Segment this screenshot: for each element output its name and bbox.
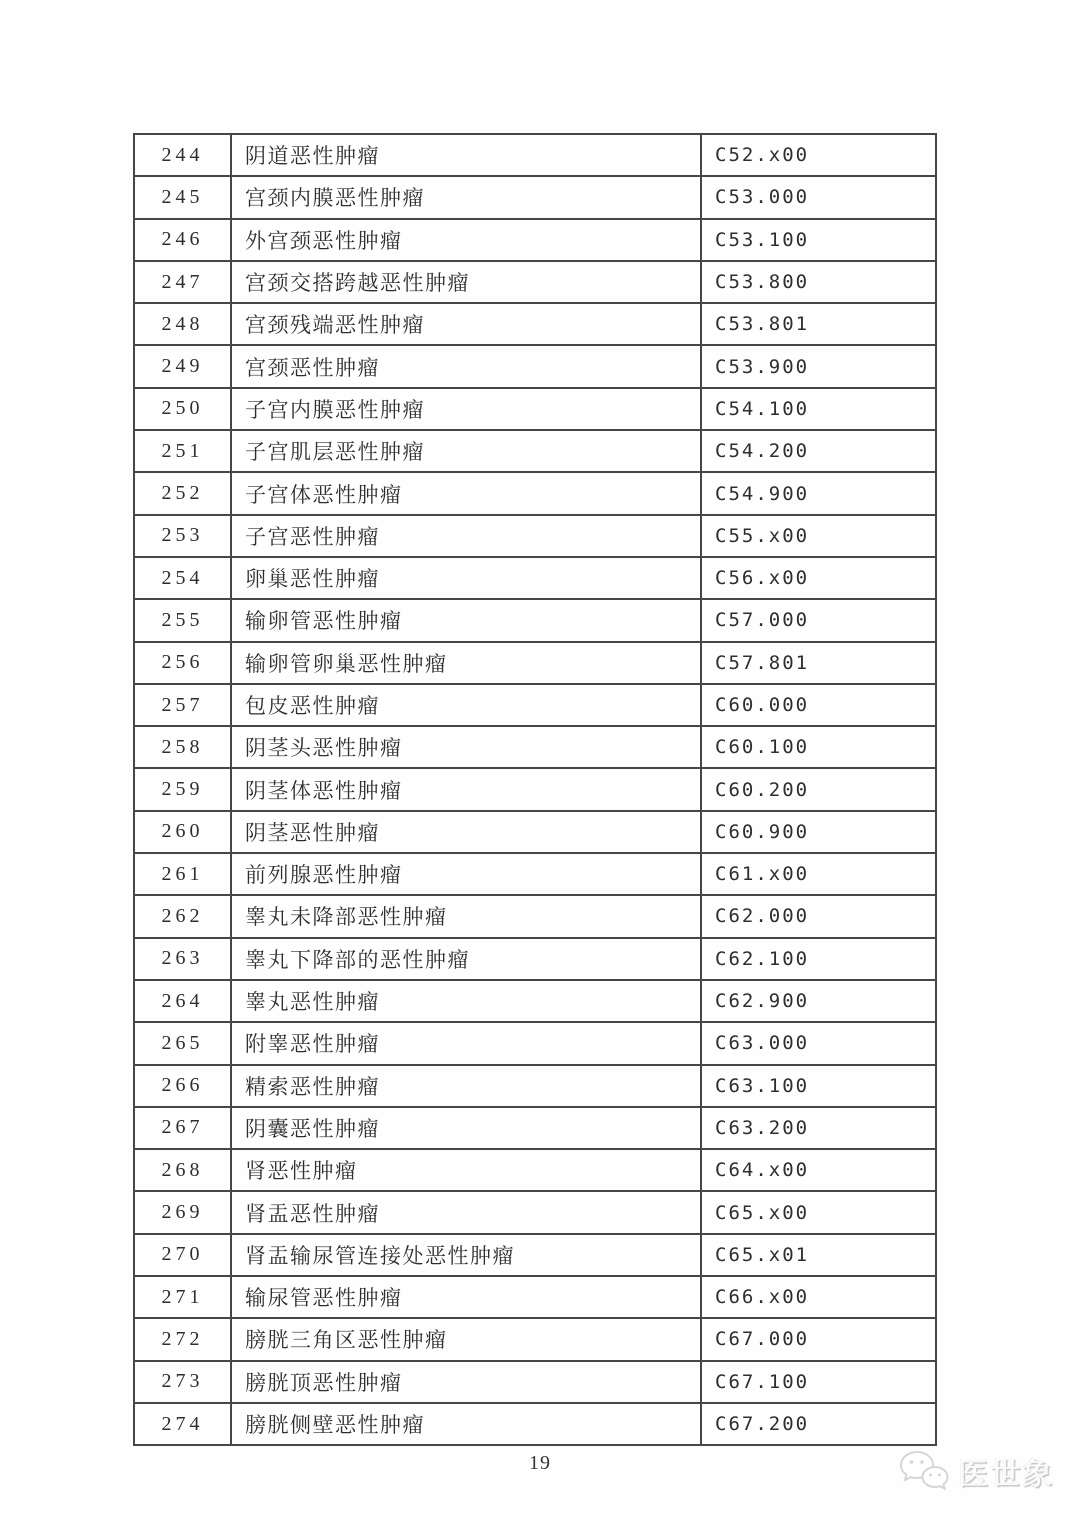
disease-name-cell: 输卵管恶性肿瘤 (231, 599, 701, 641)
table-row (134, 811, 936, 853)
table-row (134, 388, 936, 430)
table-row (134, 938, 936, 980)
disease-code-cell: C62.100 (701, 938, 936, 980)
row-number-cell: 271 (134, 1276, 231, 1318)
disease-name-cell: 膀胱三角区恶性肿瘤 (231, 1318, 701, 1360)
row-number-cell: 272 (134, 1318, 231, 1360)
table-row (134, 895, 936, 937)
disease-name-cell: 肾恶性肿瘤 (231, 1149, 701, 1191)
table-row (134, 853, 936, 895)
row-number-cell: 270 (134, 1234, 231, 1276)
disease-name-cell: 子宫体恶性肿瘤 (231, 472, 701, 514)
table-row (134, 1191, 936, 1233)
disease-code-cell: C60.900 (701, 811, 936, 853)
disease-code-cell: C57.801 (701, 642, 936, 684)
table-row (134, 1403, 936, 1445)
disease-name-cell: 精索恶性肿瘤 (231, 1065, 701, 1107)
page-number: 19 (529, 1452, 551, 1474)
disease-code-cell: C67.000 (701, 1318, 936, 1360)
row-number-cell: 252 (134, 472, 231, 514)
disease-name-cell: 宫颈恶性肿瘤 (231, 345, 701, 387)
table-row (134, 1107, 936, 1149)
table-row (134, 642, 936, 684)
disease-name-cell: 睾丸恶性肿瘤 (231, 980, 701, 1022)
disease-code-cell: C64.x00 (701, 1149, 936, 1191)
disease-name-cell: 肾盂恶性肿瘤 (231, 1191, 701, 1233)
table-body (134, 134, 936, 1445)
table-row (134, 261, 936, 303)
disease-code-table (133, 133, 937, 1446)
row-number-cell: 250 (134, 388, 231, 430)
disease-name-cell: 宫颈交搭跨越恶性肿瘤 (231, 261, 701, 303)
disease-name-cell: 包皮恶性肿瘤 (231, 684, 701, 726)
disease-name-cell: 输卵管卵巢恶性肿瘤 (231, 642, 701, 684)
table-row (134, 345, 936, 387)
disease-name-cell: 外宫颈恶性肿瘤 (231, 219, 701, 261)
row-number-cell: 244 (134, 134, 231, 176)
disease-name-cell: 阴茎恶性肿瘤 (231, 811, 701, 853)
disease-code-cell: C61.x00 (701, 853, 936, 895)
table-row (134, 599, 936, 641)
row-number-cell: 256 (134, 642, 231, 684)
disease-code-cell: C60.000 (701, 684, 936, 726)
row-number-cell: 274 (134, 1403, 231, 1445)
row-number-cell: 247 (134, 261, 231, 303)
table-row (134, 176, 936, 218)
disease-name-cell: 宫颈残端恶性肿瘤 (231, 303, 701, 345)
table-row (134, 726, 936, 768)
table-row (134, 980, 936, 1022)
table-row (134, 472, 936, 514)
row-number-cell: 257 (134, 684, 231, 726)
row-number-cell: 262 (134, 895, 231, 937)
disease-code-cell: C63.200 (701, 1107, 936, 1149)
row-number-cell: 268 (134, 1149, 231, 1191)
row-number-cell: 254 (134, 557, 231, 599)
row-number-cell: 259 (134, 768, 231, 810)
row-number-cell: 251 (134, 430, 231, 472)
row-number-cell: 246 (134, 219, 231, 261)
disease-code-cell: C67.200 (701, 1403, 936, 1445)
disease-code-cell: C63.100 (701, 1065, 936, 1107)
row-number-cell: 267 (134, 1107, 231, 1149)
disease-code-cell: C67.100 (701, 1361, 936, 1403)
disease-name-cell: 睾丸未降部恶性肿瘤 (231, 895, 701, 937)
disease-name-cell: 附睾恶性肿瘤 (231, 1022, 701, 1064)
row-number-cell: 265 (134, 1022, 231, 1064)
disease-code-cell: C57.000 (701, 599, 936, 641)
row-number-cell: 263 (134, 938, 231, 980)
row-number-cell: 253 (134, 515, 231, 557)
row-number-cell: 258 (134, 726, 231, 768)
row-number-cell: 255 (134, 599, 231, 641)
table-row (134, 557, 936, 599)
row-number-cell: 266 (134, 1065, 231, 1107)
disease-code-cell: C52.x00 (701, 134, 936, 176)
table-row (134, 1149, 936, 1191)
disease-code-cell: C60.100 (701, 726, 936, 768)
row-number-cell: 261 (134, 853, 231, 895)
brand-watermark (896, 1448, 1054, 1494)
table-row (134, 134, 936, 176)
disease-name-cell: 膀胱顶恶性肿瘤 (231, 1361, 701, 1403)
disease-code-cell: C65.x00 (701, 1191, 936, 1233)
disease-name-cell: 阴茎头恶性肿瘤 (231, 726, 701, 768)
disease-code-cell: C66.x00 (701, 1276, 936, 1318)
row-number-cell: 249 (134, 345, 231, 387)
disease-code-cell: C62.900 (701, 980, 936, 1022)
table-row (134, 303, 936, 345)
table-row (134, 1022, 936, 1064)
disease-code-cell: C53.800 (701, 261, 936, 303)
disease-name-cell: 前列腺恶性肿瘤 (231, 853, 701, 895)
disease-code-cell: C54.200 (701, 430, 936, 472)
brand-name: 医世象 (958, 1458, 1054, 1491)
row-number-cell: 260 (134, 811, 231, 853)
table-row (134, 1065, 936, 1107)
disease-code-cell: C56.x00 (701, 557, 936, 599)
table-row (134, 1361, 936, 1403)
table-row (134, 684, 936, 726)
disease-code-cell: C55.x00 (701, 515, 936, 557)
table-row (134, 515, 936, 557)
disease-name-cell: 阴道恶性肿瘤 (231, 134, 701, 176)
row-number-cell: 248 (134, 303, 231, 345)
row-number-cell: 245 (134, 176, 231, 218)
disease-code-cell: C63.000 (701, 1022, 936, 1064)
disease-code-cell: C53.000 (701, 176, 936, 218)
disease-code-cell: C65.x01 (701, 1234, 936, 1276)
wechat-icon (896, 1448, 952, 1494)
disease-name-cell: 阴囊恶性肿瘤 (231, 1107, 701, 1149)
disease-name-cell: 肾盂输尿管连接处恶性肿瘤 (231, 1234, 701, 1276)
table-row (134, 219, 936, 261)
disease-code-cell: C60.200 (701, 768, 936, 810)
disease-name-cell: 子宫内膜恶性肿瘤 (231, 388, 701, 430)
row-number-cell: 269 (134, 1191, 231, 1233)
disease-code-cell: C53.100 (701, 219, 936, 261)
disease-name-cell: 阴茎体恶性肿瘤 (231, 768, 701, 810)
table-row (134, 1276, 936, 1318)
disease-name-cell: 输尿管恶性肿瘤 (231, 1276, 701, 1318)
disease-code-cell: C62.000 (701, 895, 936, 937)
disease-code-cell: C53.900 (701, 345, 936, 387)
disease-code-cell: C53.801 (701, 303, 936, 345)
disease-code-cell: C54.900 (701, 472, 936, 514)
disease-name-cell: 宫颈内膜恶性肿瘤 (231, 176, 701, 218)
row-number-cell: 273 (134, 1361, 231, 1403)
table-row (134, 1318, 936, 1360)
table-row (134, 1234, 936, 1276)
disease-code-cell: C54.100 (701, 388, 936, 430)
row-number-cell: 264 (134, 980, 231, 1022)
table-row (134, 768, 936, 810)
disease-name-cell: 膀胱侧壁恶性肿瘤 (231, 1403, 701, 1445)
disease-name-cell: 子宫肌层恶性肿瘤 (231, 430, 701, 472)
disease-name-cell: 卵巢恶性肿瘤 (231, 557, 701, 599)
disease-name-cell: 睾丸下降部的恶性肿瘤 (231, 938, 701, 980)
table-row (134, 430, 936, 472)
disease-name-cell: 子宫恶性肿瘤 (231, 515, 701, 557)
